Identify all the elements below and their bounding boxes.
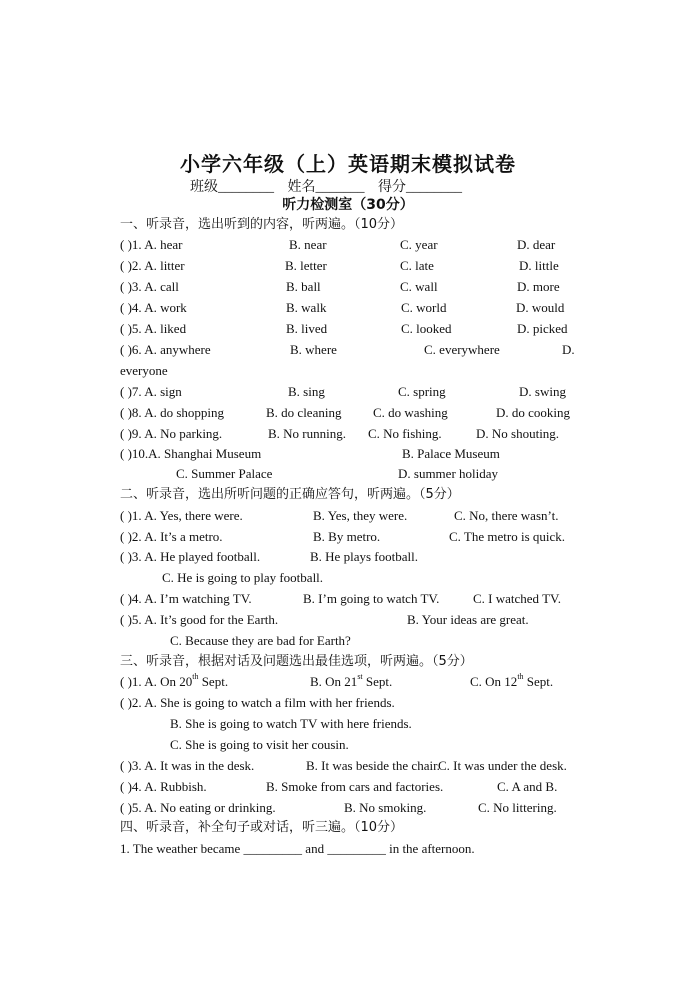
question-a: ( )10.A. Shanghai Museum: [120, 446, 262, 461]
question-row: [0, 277, 696, 297]
section-heading-text: 一、听录音，选出听到的内容，听两遍。（10分）: [120, 217, 404, 232]
section-heading-2: [0, 485, 696, 505]
option-c: C. She is going to visit her cousin.: [170, 737, 349, 752]
option-c-text: C. On 12: [470, 674, 518, 689]
question-a: ( )3. A. He played football.: [120, 549, 261, 564]
option-c: C. late: [400, 258, 434, 273]
option-c: C. He is going to play football.: [162, 570, 324, 585]
option-b: B. lived: [286, 321, 328, 336]
question-continuation: [0, 714, 696, 734]
question-row: [0, 777, 696, 797]
option-b: B. walk: [286, 300, 327, 315]
question-row: [0, 340, 696, 360]
option-c: C. looked: [401, 321, 452, 336]
option-b: [310, 672, 392, 692]
question-row: [0, 547, 696, 567]
class-field: 班级________: [190, 180, 274, 195]
question-row: [0, 424, 696, 444]
option-c: C. Summer Palace: [176, 466, 273, 481]
page-title: 小学六年级（上）英语期末模拟试卷: [180, 152, 516, 176]
question-row: [0, 319, 696, 339]
option-d: D. swing: [519, 384, 566, 399]
option-c-tail: Sept.: [523, 674, 554, 689]
option-d: D. more: [517, 279, 560, 294]
fill-in-row: [0, 839, 696, 859]
option-c: C. No fishing.: [368, 426, 442, 441]
option-c: [470, 672, 553, 692]
option-b: B. Yes, they were.: [313, 508, 408, 523]
question-a: ( )2. A. She is going to watch a film with her friends.: [120, 695, 395, 710]
question-row: [0, 382, 696, 402]
option-b-tail: Sept.: [362, 674, 393, 689]
question-a: ( )7. A. sign: [120, 384, 182, 399]
question-row: [0, 298, 696, 318]
option-a-text: ( )1. A. On 20: [120, 674, 193, 689]
fill-in-sentence: 1. The weather became _________ and _________ in the afternoon.: [120, 841, 475, 856]
option-c: C. wall: [400, 279, 438, 294]
option-a-sup: th: [192, 672, 199, 681]
option-c: C. No littering.: [478, 800, 557, 815]
option-d: D. summer holiday: [398, 466, 499, 481]
option-b: B. letter: [285, 258, 327, 273]
question-a: ( )9. A. No parking.: [120, 426, 223, 441]
option-c: C. year: [400, 237, 438, 252]
question-row: [0, 672, 696, 692]
option-b: B. where: [290, 342, 337, 357]
section-heading-1: [0, 215, 696, 235]
question-a: ( )3. A. call: [120, 279, 179, 294]
question-row: [0, 756, 696, 776]
question-row: [0, 589, 696, 609]
question-row: [0, 235, 696, 255]
option-b: B. Palace Museum: [402, 446, 500, 461]
option-b-sup: st: [357, 672, 363, 681]
option-b: B. No smoking.: [344, 800, 427, 815]
option-b: B. sing: [288, 384, 325, 399]
option-d: D. dear: [517, 237, 556, 252]
option-c: C. I watched TV.: [473, 591, 561, 606]
option-c: C. everywhere: [424, 342, 500, 357]
option-c-sup: th: [517, 672, 524, 681]
section-heading-text: 二、听录音，选出所听问题的正确应答句，听两遍。（5分）: [120, 487, 460, 502]
question-a: ( )2. A. litter: [120, 258, 185, 273]
question-a: ( )1. A. Yes, there were.: [120, 508, 243, 523]
student-info-line: [190, 176, 472, 196]
option-b: B. I’m going to watch TV.: [303, 591, 440, 606]
question-a: ( )4. A. Rubbish.: [120, 779, 207, 794]
question-a: ( )3. A. It was in the desk.: [120, 758, 255, 773]
listening-subtitle: 听力检测室（30分）: [282, 197, 414, 213]
question-a: ( )4. A. work: [120, 300, 187, 315]
option-b: B. She is going to watch TV with here friends.: [170, 716, 412, 731]
option-d: D.: [562, 342, 575, 357]
question-row: [0, 506, 696, 526]
question-row: [0, 798, 696, 818]
option-b: B. near: [289, 237, 327, 252]
question-continuation: [0, 464, 696, 484]
question-a: ( )5. A. liked: [120, 321, 187, 336]
option-b: B. He plays football.: [310, 549, 418, 564]
question-row: [0, 527, 696, 547]
option-b: B. By metro.: [313, 529, 381, 544]
name-field: 姓名_______: [287, 180, 365, 195]
section-heading-3: [0, 652, 696, 672]
option-d: D. do cooking: [496, 405, 571, 420]
question-a: ( )8. A. do shopping: [120, 405, 224, 420]
question-row: [0, 444, 696, 464]
question-a: ( )6. A. anywhere: [120, 342, 211, 357]
section-heading-text: 三、听录音，根据对话及问题选出最佳选项，听两遍。（5分）: [120, 654, 473, 669]
option-c: C. world: [401, 300, 447, 315]
question-a: [120, 672, 228, 692]
question-continuation: [0, 361, 696, 381]
question-a: ( )5. A. No eating or drinking.: [120, 800, 276, 815]
question-continuation: [0, 735, 696, 755]
option-c: C. It was under the desk.: [438, 758, 567, 773]
option-b-text: B. On 21: [310, 674, 358, 689]
question-row: [0, 693, 696, 713]
question-row: [0, 403, 696, 423]
option-c: C. A and B.: [497, 779, 558, 794]
option-d-continued: everyone: [120, 363, 168, 378]
option-c: C. do washing: [373, 405, 448, 420]
option-b: B. ball: [286, 279, 321, 294]
question-continuation: [0, 631, 696, 651]
question-a: ( )2. A. It’s a metro.: [120, 529, 223, 544]
question-a: ( )1. A. hear: [120, 237, 183, 252]
option-c: C. No, there wasn’t.: [454, 508, 559, 523]
option-b: B. do cleaning: [266, 405, 342, 420]
option-b: B. No running.: [268, 426, 346, 441]
option-d: D. little: [519, 258, 559, 273]
question-continuation: [0, 568, 696, 588]
question-row: [0, 610, 696, 630]
option-b: B. Smoke from cars and factories.: [266, 779, 444, 794]
question-row: [0, 256, 696, 276]
option-a-tail: Sept.: [198, 674, 229, 689]
option-c: C. spring: [398, 384, 446, 399]
option-b: B. Your ideas are great.: [407, 612, 529, 627]
score-field: 得分________: [378, 180, 462, 195]
section-heading-text: 四、听录音，补全句子或对话，听三遍。（10分）: [120, 820, 404, 835]
option-c: C. Because they are bad for Earth?: [170, 633, 351, 648]
question-a: ( )5. A. It’s good for the Earth.: [120, 612, 279, 627]
section-heading-4: [0, 818, 696, 838]
option-b: B. It was beside the chair.: [306, 758, 440, 773]
option-c: C. The metro is quick.: [449, 529, 566, 544]
option-d: D. would: [516, 300, 565, 315]
option-d: D. picked: [517, 321, 568, 336]
question-a: ( )4. A. I’m watching TV.: [120, 591, 252, 606]
option-d: D. No shouting.: [476, 426, 560, 441]
